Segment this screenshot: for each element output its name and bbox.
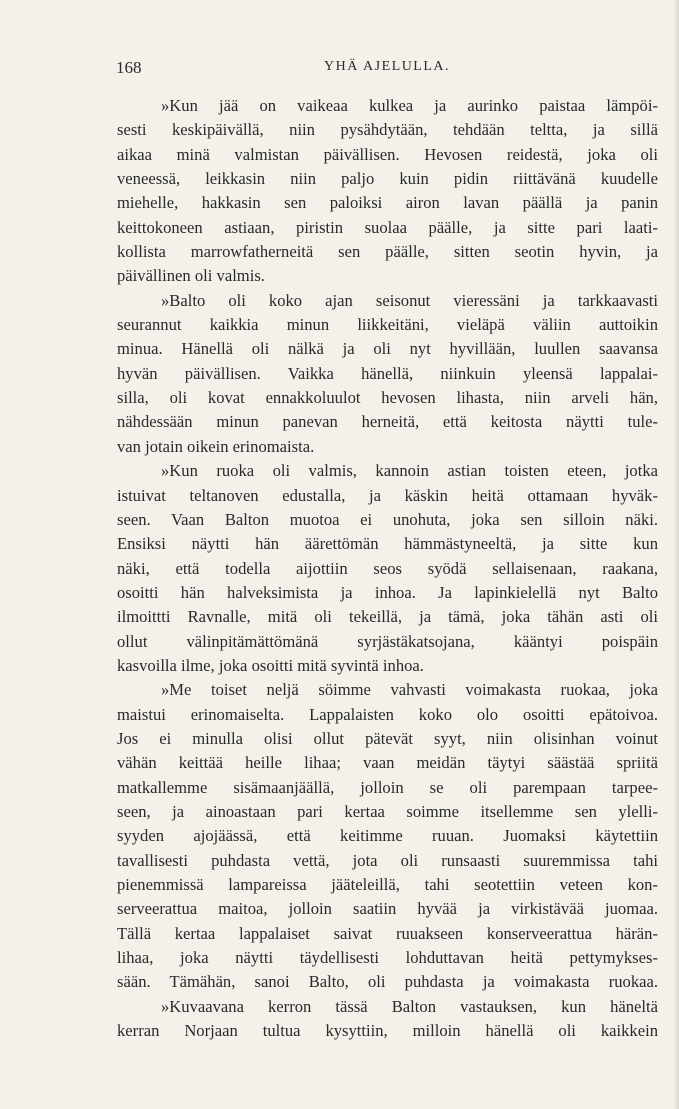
text-line: van jotain oikein erinomaista. (117, 436, 315, 456)
text-line: »Kun ruoka oli valmis, kannoin astian toisten eteen, jotka (161, 461, 658, 481)
text-line: seurannut kaikkia minun liikkeitäni, vieläpä väliin auttoikin (117, 315, 658, 335)
text-line: näki, että todella aijottiin seos syödä sellaisenaan, raakana, (117, 558, 658, 578)
text-line: silla, oli kovat ennakkoluulot hevosen lihasta, niin arveli hän, (117, 388, 658, 408)
text-line: minua. Hänellä oli nälkä ja oli nyt hyvillään, luullen saavansa (117, 339, 658, 359)
text-line: miehelle, hakkasin sen paloiksi airon lavan päällä ja panin (117, 193, 658, 213)
text-line: Jos ei minulla olisi ollut pätevät syyt, niin olisinhan voinut (117, 728, 658, 748)
text-line: ilmoittti Ravnalle, mitä oli tekeillä, ja tämä, joka tähän asti oli (117, 607, 658, 627)
text-line: syyden ajojäässä, että keitimme ruuan. Juomaksi käytettiin (117, 826, 658, 846)
text-line: Ensiksi näytti hän äärettömän hämmästyneeltä, ja sitte kun (117, 534, 658, 554)
text-line: seen, ja ainoastaan pari kertaa soimme itsellemme sen ylelli- (117, 801, 658, 821)
text-line: kasvoilla ilme, joka osoitti mitä syvintä inhoa. (117, 655, 424, 675)
text-line: pienemmissä lampareissa jääteleillä, tahi seotettiin veteen kon- (117, 875, 658, 894)
text-line: osoitti hän halveksimista ja inhoa. Ja lapinkielellä nyt Balto (117, 582, 658, 602)
text-line: ollut välinpitämättömänä syrjästäkatsojana, kääntyi poispäin (117, 631, 658, 651)
text-line: keittokoneen astiaan, piristin suolaa päälle, ja sitte pari laati- (117, 217, 658, 237)
text-line: maistui erinomaiselta. Lappalaisten koko olo osoitti epätoivoa. (117, 704, 658, 724)
text-line: nähdessään minun panevan herneitä, että keitosta näytti tule- (117, 412, 658, 432)
text-line: sään. Tämähän, sanoi Balto, oli puhdasta ja voimakasta ruokaa. (117, 972, 658, 992)
text-line: veneessä, leikkasin niin paljo kuin pidin riittävänä kuudelle (117, 169, 658, 189)
text-line: serveerattua maitoa, jolloin saatiin hyvää ja virkistävää juomaa. (117, 899, 658, 919)
text-line: vähän keittää heille lihaa; vaan meidän täytyi säästää spriitä (117, 753, 658, 773)
text-line: kollista marrowfatherneitä sen päälle, sitten seotin hyvin, ja (117, 242, 658, 262)
text-line: »Kuvaavana kerron tässä Balton vastauksen, kun häneltä (161, 996, 658, 1016)
text-line: seen. Vaan Balton muotoa ei unohuta, joka sen silloin näki. (117, 509, 658, 529)
running-title: YHÄ AJELULLA. (323, 59, 451, 74)
body-text (117, 94, 658, 1043)
text-line: tavallisesti puhdasta vettä, jota oli runsaasti suuremmissa tahi (117, 850, 658, 870)
text-line: »Me toiset neljä söimme vahvasti voimakasta ruokaa, joka (161, 680, 658, 700)
page-edge-shadow (673, 0, 679, 1109)
text-line: lihaa, joka näytti täydellisesti lohduttavan heitä pettymykses- (117, 948, 658, 968)
text-line: päivällinen oli valmis. (117, 266, 265, 286)
page-number: 168 (116, 58, 142, 77)
text-line: matkallemme sisämaanjäällä, jolloin se oli parempaan tarpee- (117, 777, 658, 797)
text-line: Tällä kertaa lappalaiset saivat ruuakseen konserveerattua härän- (117, 923, 658, 943)
text-line: »Kun jää on vaikeaa kulkea ja aurinko paistaa lämpöi- (161, 96, 658, 115)
text-line: sesti keskipäivällä, niin pysähdytään, tehdään teltta, ja sillä (117, 120, 658, 140)
text-line: »Balto oli koko ajan seisonut vieressäni ja tarkkaavasti (161, 290, 658, 310)
text-line: istuivat teltanoven edustalla, ja käskin heitä ottamaan hyväk- (117, 485, 658, 505)
text-line: hyvän päivällisen. Vaikka hänellä, niinkuin yleensä lappalai- (117, 363, 658, 383)
text-line: aikaa minä valmistan päivällisen. Hevosen reidestä, joka oli (117, 144, 658, 164)
page-header (116, 58, 658, 82)
text-line: kerran Norjaan tultua kysyttiin, milloin hänellä oli kaikkein (117, 1021, 658, 1041)
